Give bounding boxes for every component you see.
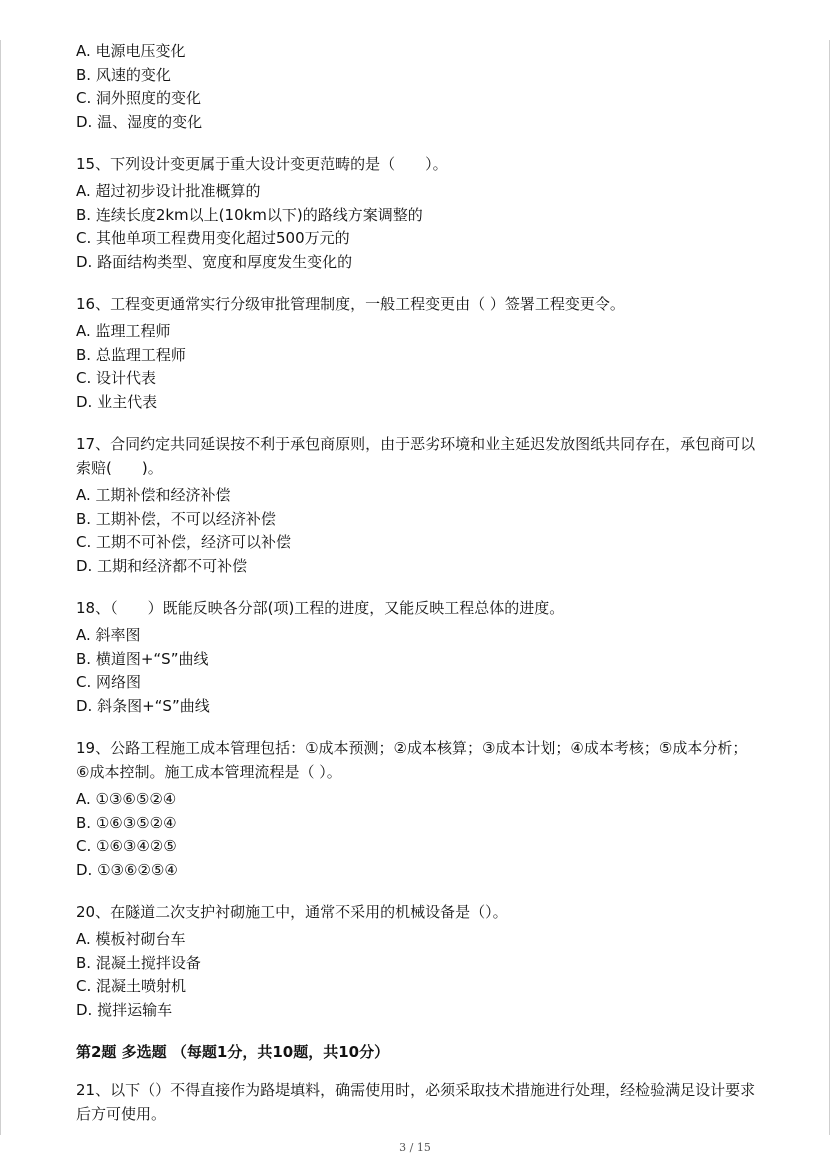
question-stem: 21、以下（）不得直接作为路堤填料，确需使用时，必须采取技术措施进行处理，经检验满足设计要求后方可使用。 [76, 1081, 756, 1123]
option-d: D. ①③⑥②⑤④ [76, 860, 178, 879]
option-d: D. 温、湿度的变化 [76, 112, 203, 131]
option-b: B. 总监理工程师 [76, 345, 186, 364]
question-stem: 20、在隧道二次支护衬砌施工中，通常不采用的机械设备是（）。 [76, 903, 508, 921]
page-left-edge [0, 40, 1, 1135]
option-d: D. 业主代表 [76, 392, 158, 411]
option-c: C. 网络图 [76, 673, 142, 691]
option-d: D. 斜条图+“S”曲线 [76, 696, 210, 715]
option-b: B. 混凝土搅拌设备 [76, 953, 201, 972]
option-c: C. 设计代表 [76, 369, 157, 387]
question-stem: 19、公路工程施工成本管理包括：①成本预测；②成本核算；③成本计划；④成本考核；⑤成本分析；⑥成本控制。施工成本管理流程是（ ）。 [76, 739, 748, 781]
question-18 [76, 596, 756, 718]
option-b: B. 连续长度2km以上(10km以下)的路线方案调整的 [76, 205, 423, 224]
option-b: B. 风速的变化 [76, 65, 171, 84]
page-content [76, 40, 756, 1126]
option-a: A. 斜率图 [76, 626, 141, 644]
question-stem: 15、下列设计变更属于重大设计变更范畴的是（ ）。 [76, 155, 448, 173]
option-a: A. 工期补偿和经济补偿 [76, 486, 231, 504]
option-a: A. ①③⑥⑤②④ [76, 790, 177, 808]
question-15 [76, 152, 756, 274]
question-17 [76, 432, 756, 578]
page-number: 3 / 15 [399, 1141, 431, 1154]
option-c: C. 工期不可补偿，经济可以补偿 [76, 533, 292, 551]
option-b: B. ①⑥③⑤②④ [76, 813, 177, 832]
option-a: A. 模板衬砌台车 [76, 930, 186, 948]
option-a: A. 电源电压变化 [76, 42, 186, 60]
question-stem: 16、工程变更通常实行分级审批管理制度，一般工程变更由（ ）签署工程变更令。 [76, 295, 625, 313]
option-b: B. 工期补偿，不可以经济补偿 [76, 509, 276, 528]
question-stem: 18、（ ）既能反映各分部(项)工程的进度，又能反映工程总体的进度。 [76, 599, 565, 617]
question-21 [76, 1078, 756, 1126]
question-20 [76, 900, 756, 1022]
option-b: B. 横道图+“S”曲线 [76, 649, 209, 668]
option-d: D. 搅拌运输车 [76, 1000, 173, 1019]
question-16 [76, 292, 756, 414]
option-d: D. 路面结构类型、宽度和厚度发生变化的 [76, 252, 353, 271]
option-a: A. 监理工程师 [76, 322, 171, 340]
option-c: C. 混凝土喷射机 [76, 977, 187, 995]
question-stem: 17、合同约定共同延误按不利于承包商原则，由于恶劣环境和业主延迟发放图纸共同存在，承包商可以索赔( )。 [76, 435, 756, 477]
option-c: C. ①⑥③④②⑤ [76, 837, 177, 855]
question-14-options [76, 40, 756, 134]
question-19 [76, 736, 756, 882]
option-a: A. 超过初步设计批准概算的 [76, 182, 261, 200]
option-d: D. 工期和经济都不可补偿 [76, 556, 248, 575]
option-c: C. 洞外照度的变化 [76, 89, 202, 107]
option-c: C. 其他单项工程费用变化超过500万元的 [76, 229, 350, 247]
section-heading: 第2题 多选题 （每题1分，共10题，共10分） [76, 1043, 390, 1061]
